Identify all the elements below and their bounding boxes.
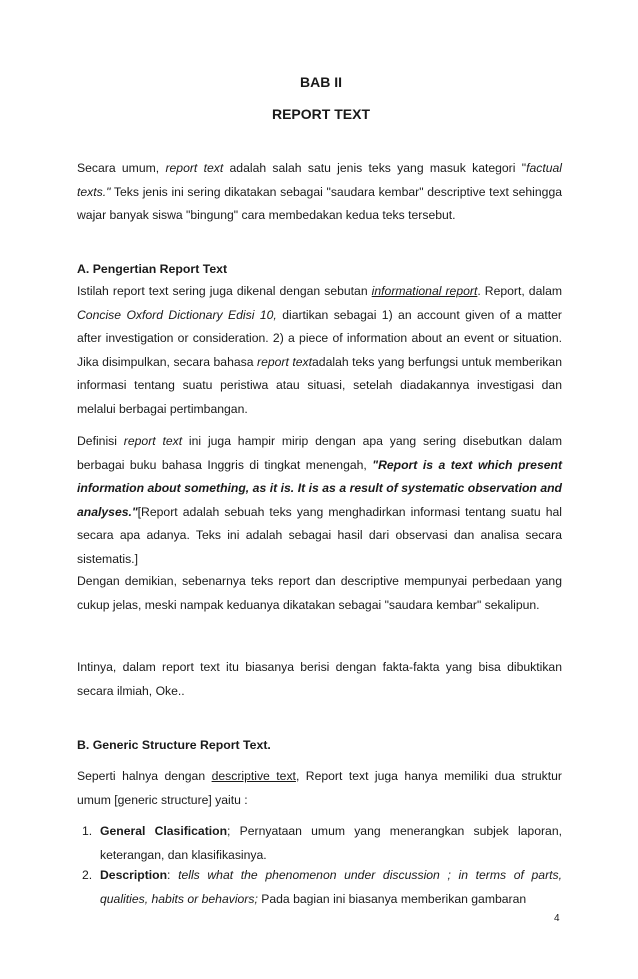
paragraph-term: report text [123,434,183,448]
paragraph-text: Seperti halnya dengan [77,769,212,783]
paragraph-text: [Report adalah sebuah teks yang menghadirkan informasi tentang suatu hal secara apa adanya. Teks ini adalah sebagai hasil dari observasi dan analisa secara sistematis.] [77,504,562,566]
intro-term: factual texts." [77,161,562,199]
paragraph-text: , Report text juga hanya memiliki dua struktur umum [generic structure] yaitu : [77,769,562,807]
list-italic-text: tells what the phenomenon under discussion ; in terms of parts, qualities, habits or behaviors; [100,868,562,906]
paragraph-text: Istilah report text sering juga dikenal dengan sebutan [77,284,372,298]
chapter-heading: BAB II [300,74,342,90]
list-item [77,820,562,867]
descriptive-text-link[interactable]: descriptive text [211,769,296,783]
intro-text: Secara umum, [77,161,166,175]
page-title: REPORT TEXT [271,106,370,122]
definition-quote: "Report is a text which present information about something, as it is. It is as a result of systematic observation and analyses." [77,457,563,519]
paragraph-text: ini juga hampir mirip dengan apa yang sering disebutkan dalam berbagai buku bahasa Inggris di tingkat menengah, [77,434,562,472]
paragraph-text: . Report, dalam [477,284,563,298]
intro-text: adalah salah satu jenis teks yang masuk kategori " [223,161,527,175]
section-a-paragraph-2 [77,430,562,572]
section-a-paragraph-3: Dengan demikian, sebenarnya teks report dan descriptive mempunyai perbedaan yang cukup jelas, meski nampak keduanya dikatakan sebagai "saudara kembar" sekalipun. [77,574,562,612]
list-item [77,864,562,911]
list-separator: : [167,868,179,882]
section-a-heading: A. Pengertian Report Text [77,262,228,276]
page-number: 4 [554,913,560,924]
intro-term: report text [165,161,224,175]
section-a-paragraph-4: Intinya, dalam report text itu biasanya berisi dengan fakta-fakta yang bisa dibuktikan secara ilmiah, Oke.. [77,660,562,698]
section-a-paragraph-1 [77,280,562,422]
paragraph-text: adalah teks yang berfungsi untuk memberikan informasi tentang suatu peristiwa atau situasi, setelah diadakannya investigasi dan melalui berbagai pertimbangan. [77,354,562,416]
list-text: ; Pernyataan umum yang menerangkan subjek laporan, keterangan, dan klasifikasinya. [100,824,562,862]
list-text: Pada bagian ini biasanya memberikan gambaran [257,891,527,906]
paragraph-text: diartikan sebagai 1) an account given of a matter after investigation or consideration. 2) a piece of information about an event or situation. Jika disimpulkan, secara bahasa [77,307,562,369]
dictionary-title: Concise Oxford Dictionary Edisi 10, [77,307,277,322]
intro-text: Teks jenis ini sering dikatakan sebagai "saudara kembar" descriptive text sehingga wajar banyak siswa "bingung" cara membedakan kedua teks tersebut. [77,184,562,223]
paragraph-term: report text [257,354,313,369]
intro-paragraph [77,157,562,228]
list-number: 2. [82,868,93,882]
section-b-heading: B. Generic Structure Report Text. [77,738,271,752]
list-term: General Clasification [100,824,228,838]
paragraph-text: Definisi [77,434,124,448]
list-number: 1. [82,824,93,838]
section-b-paragraph-1 [77,765,562,812]
list-term: Description [100,868,168,882]
informational-report-link[interactable]: informational report [371,284,478,298]
